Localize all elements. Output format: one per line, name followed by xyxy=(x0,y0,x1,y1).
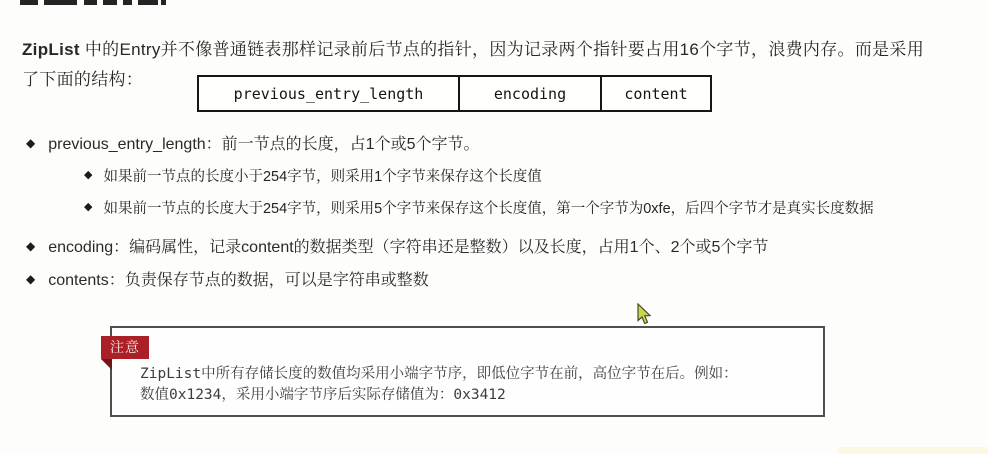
bullet-contents xyxy=(26,267,429,290)
note-body-text xyxy=(140,364,738,406)
entry-structure-table xyxy=(197,75,712,112)
note-callout-box xyxy=(110,326,825,417)
bullet-text: contents：负责保存节点的数据，可以是字符串或整数 xyxy=(48,272,429,289)
table-cell-encoding: encoding xyxy=(460,77,602,110)
cutoff-text-fragment xyxy=(20,0,38,5)
bullet-encoding xyxy=(26,234,768,257)
intro-paragraph-line2: 了下面的结构： xyxy=(22,70,144,89)
note-line-1: ZipList中所有存储长度的数值均采用小端字节序，即低位字节在前，高位字节在后。例如： xyxy=(140,366,738,382)
bullet-text: encoding：编码属性，记录content的数据类型（字符串还是整数）以及长度，占用1个、2个或5个字节 xyxy=(48,239,769,256)
diamond-bullet-icon: ◆ xyxy=(26,238,36,253)
cutoff-text-fragment xyxy=(103,0,117,5)
note-line-2: 数值0x1234，采用小端字节序后实际存储值为：0x3412 xyxy=(140,387,506,403)
ziplist-term: ZipList xyxy=(22,40,80,59)
note-label-fold-corner xyxy=(101,359,112,370)
intro-paragraph-line1 xyxy=(22,35,924,60)
cutoff-text-fragment xyxy=(138,0,158,5)
diamond-bullet-icon: ◆ xyxy=(84,201,93,213)
sub-bullet-text: 如果前一节点的长度大于254字节，则采用5个字节来保存这个长度值，第一个字节为0xfe，后四个字节才是真实长度数据 xyxy=(103,201,874,217)
note-label-badge: 注意 xyxy=(101,336,149,359)
mouse-cursor-icon xyxy=(636,303,652,327)
sub-bullet-text: 如果前一节点的长度小于254字节，则采用1个字节来保存这个长度值 xyxy=(103,169,542,185)
sub-bullet-length-under-254 xyxy=(84,165,542,186)
cutoff-text-fragment xyxy=(44,0,77,5)
table-cell-previous-entry-length: previous_entry_length xyxy=(199,77,460,110)
cutoff-text-fragment xyxy=(84,0,97,5)
intro-line1-text: 中的Entry并不像普通链表那样记录前后节点的指针，因为记录两个指针要占用16个字节，浪费内存。而是采用 xyxy=(79,40,925,59)
cutoff-text-fragment xyxy=(161,0,166,5)
cutoff-text-fragment xyxy=(123,0,132,5)
sub-bullet-length-over-254 xyxy=(84,197,874,218)
bullet-previous-entry-length xyxy=(26,131,479,154)
bullet-text: previous_entry_length：前一节点的长度，占1个或5个字节。 xyxy=(48,136,480,153)
diamond-bullet-icon: ◆ xyxy=(26,271,36,286)
diamond-bullet-icon: ◆ xyxy=(26,135,36,150)
table-cell-content: content xyxy=(624,84,688,103)
diamond-bullet-icon: ◆ xyxy=(84,169,93,181)
window-edge-artifact xyxy=(838,447,988,454)
